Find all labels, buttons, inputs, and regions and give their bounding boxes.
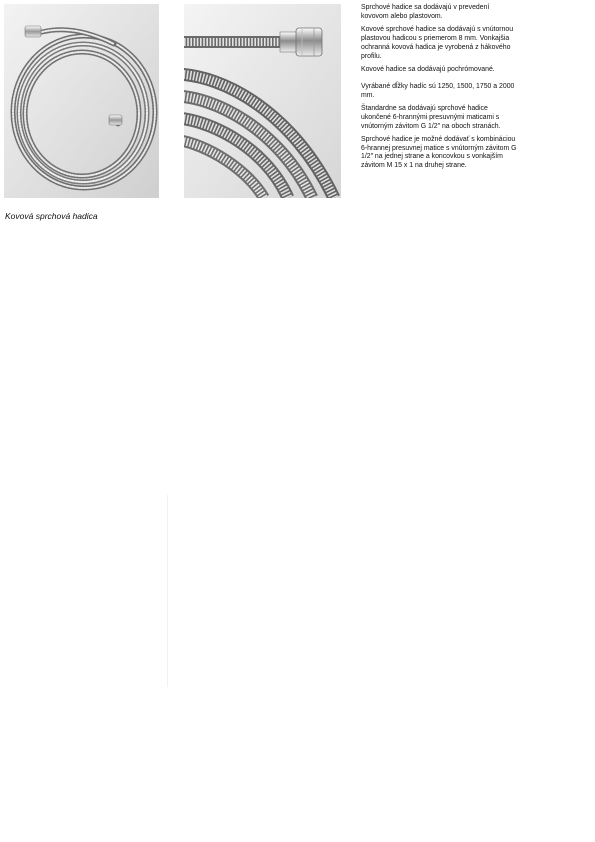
description-paragraph: Sprchové hadice sa dodávajú v prevedení kovovom alebo plastovom. <box>361 4 490 20</box>
faint-divider <box>167 495 168 687</box>
description-paragraph: Štandardne sa dodávajú sprchové hadice ukončené 6-hrannými presuvnými maticami s vnútorným závitom G 1/2″ na oboch stranách. <box>361 104 501 130</box>
description-paragraph: Kovové sprchové hadice sa dodávajú s vnútornou plastovou hadicou s priemerom 8 mm. Vonkajšia ochranná kovová hadica je vyrobená z hákového profilu. <box>361 26 514 60</box>
coiled-hose-image <box>4 4 159 198</box>
coiled-hose-photo <box>4 4 159 198</box>
description-paragraph: Sprchové hadice je možné dodávať s kombináciou 6-hrannej presuvnej matice s vnútorným závitom G 1/2″ na jednej strane a koncovkou s vonkajším závitom M 15 x 1 na druhej strane. <box>361 135 517 170</box>
description-paragraph: Kovové hadice sa dodávajú pochrómované. <box>361 65 495 73</box>
hose-closeup-image <box>184 4 341 198</box>
description-paragraph: Vyrábané dĺžky hadíc sú 1250, 1500, 1750 a 2000 mm. <box>361 82 515 99</box>
hose-closeup-photo <box>184 4 341 198</box>
description-column <box>361 4 517 175</box>
photo-caption: Kovová sprchová hadica <box>5 211 98 221</box>
